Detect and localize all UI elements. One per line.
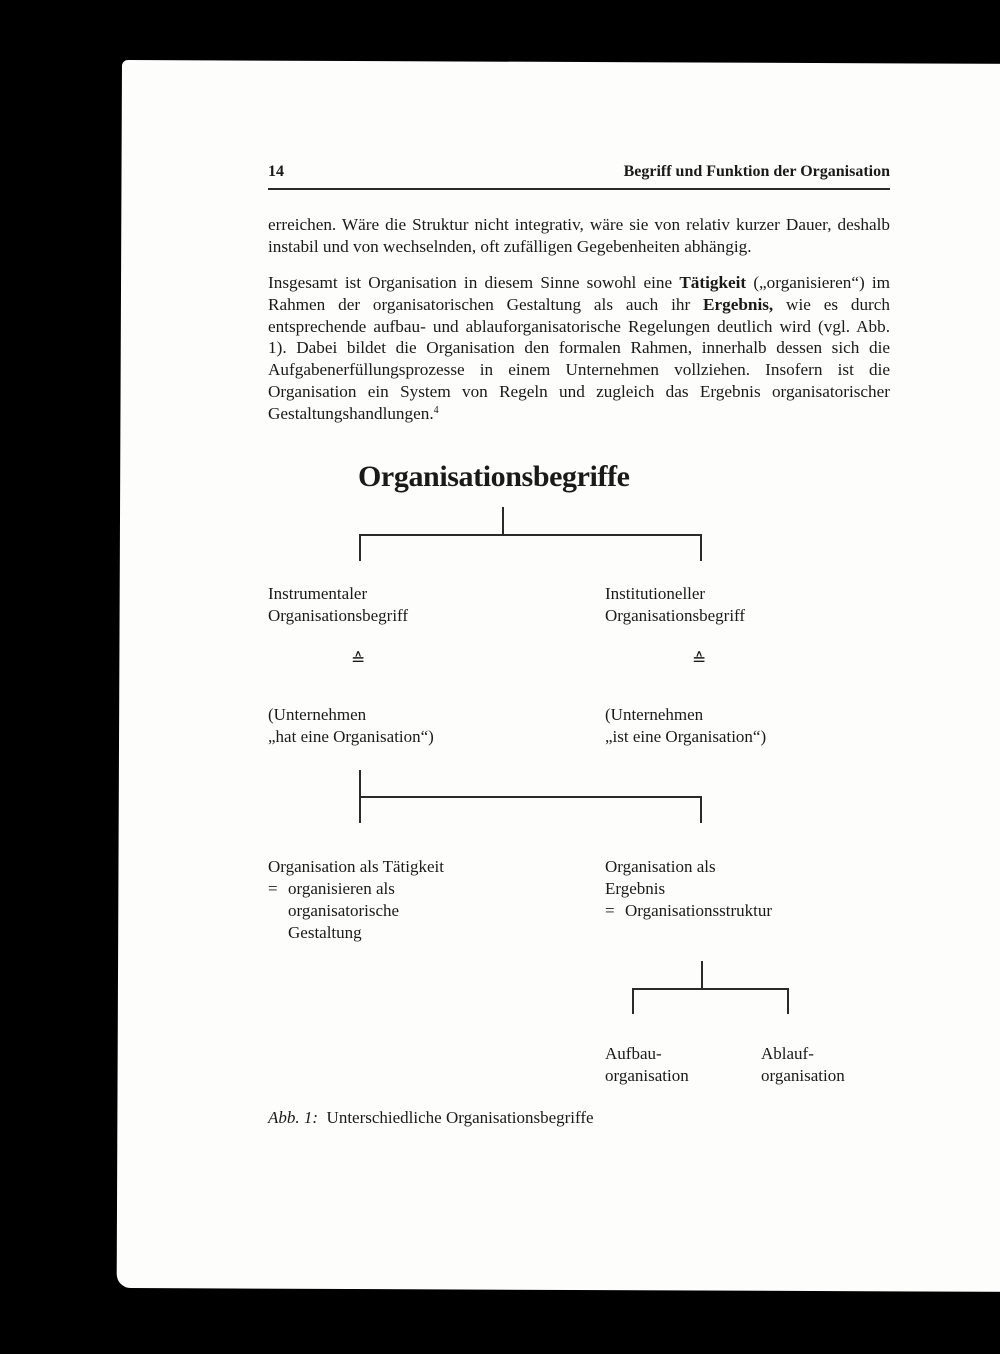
- header-rule: [268, 188, 890, 190]
- connector-line: [359, 796, 701, 798]
- instrumental-meaning-node: [268, 704, 434, 748]
- corresponds-to-icon: ≙: [692, 650, 707, 670]
- node-line: (Unternehmen: [605, 705, 704, 724]
- footnote-reference: 4: [433, 404, 439, 416]
- connector-line: [700, 534, 702, 561]
- node-line: (Unternehmen: [268, 705, 367, 724]
- page-number: 14: [268, 163, 284, 180]
- connector-line: [359, 534, 361, 561]
- process-organisation-node: [761, 1043, 845, 1087]
- node-line: „hat eine Organisation“): [268, 727, 434, 746]
- node-line: Ergebnis: [605, 879, 666, 898]
- diagram-title: Organisationsbegriffe: [358, 460, 630, 493]
- figure-label: Abb. 1:: [268, 1108, 319, 1127]
- paragraph-2-text: wie es durch entsprechende aufbau- und ablauforganisatorische Regelungen deutlich wird (vgl. Abb. 1). Dabei bildet die Organisation den formalen Rahmen, innerhalb dessen sich die Aufgabenerfüllungsprozesse in einem Unternehmen vollziehen. Insofern ist die Organisation ein System von Regeln und zugleich das Ergebnis organisatorischer Gestaltungshandlungen.: [268, 294, 890, 423]
- connector-line: [787, 988, 789, 1014]
- result-node: [605, 856, 772, 922]
- connector-line: [632, 988, 634, 1014]
- node-line: Organisation als Tätigkeit: [268, 857, 444, 876]
- figure-caption: [268, 1108, 594, 1128]
- node-line: „ist eine Organisation“): [605, 727, 767, 746]
- connector-line: [700, 796, 702, 823]
- connector-line: [632, 988, 788, 990]
- connector-line: [359, 534, 701, 536]
- paragraph-1: erreichen. Wäre die Struktur nicht integrativ, wäre sie von relativ kurzer Dauer, deshalb instabil und von wechselnden, oft zufälligen Gegebenheiten abhängig.: [268, 215, 890, 256]
- node-line: Ablauf-: [761, 1044, 814, 1063]
- node-line: organisation: [761, 1066, 845, 1085]
- instrumental-concept-node: [268, 583, 408, 627]
- node-line: Organisationsbegriff: [605, 606, 746, 625]
- institutional-meaning-node: [605, 704, 766, 748]
- running-header-title: Begriff und Funktion der Organisation: [623, 163, 890, 180]
- corresponds-to-icon: ≙: [351, 650, 366, 670]
- node-line: Institutioneller: [605, 584, 706, 603]
- equals-sign: =: [605, 901, 615, 920]
- structural-organisation-node: [605, 1043, 689, 1087]
- node-line: organisation: [605, 1066, 689, 1085]
- node-line: Gestaltung: [288, 923, 362, 942]
- node-line: Organisationsstruktur: [625, 901, 773, 920]
- node-line: Organisationsbegriff: [268, 606, 409, 625]
- activity-node: [268, 856, 444, 944]
- connector-line: [502, 507, 504, 535]
- node-line: Organisation als: [605, 857, 716, 876]
- connector-line: [701, 961, 703, 989]
- equals-sign: =: [268, 879, 278, 898]
- paragraph-2-text: Insgesamt ist Organisation in diesem Sinne sowohl eine: [268, 273, 680, 292]
- node-line: Aufbau-: [605, 1044, 662, 1063]
- node-line: organisieren als: [288, 879, 395, 898]
- emphasis-ergebnis: Ergebnis,: [703, 294, 774, 314]
- node-line: Instrumentaler: [268, 584, 368, 603]
- institutional-concept-node: [605, 583, 745, 627]
- node-line: organisatorische: [288, 901, 400, 920]
- paragraph-2: [268, 272, 890, 425]
- paragraph-2-text: („organisieren“) im Rahmen der organisatorischen Gestaltung als auch ihr: [268, 273, 890, 314]
- emphasis-taetigkeit: Tätigkeit: [679, 273, 747, 292]
- figure-caption-text: Unterschiedliche Organisationsbegriffe: [326, 1108, 594, 1127]
